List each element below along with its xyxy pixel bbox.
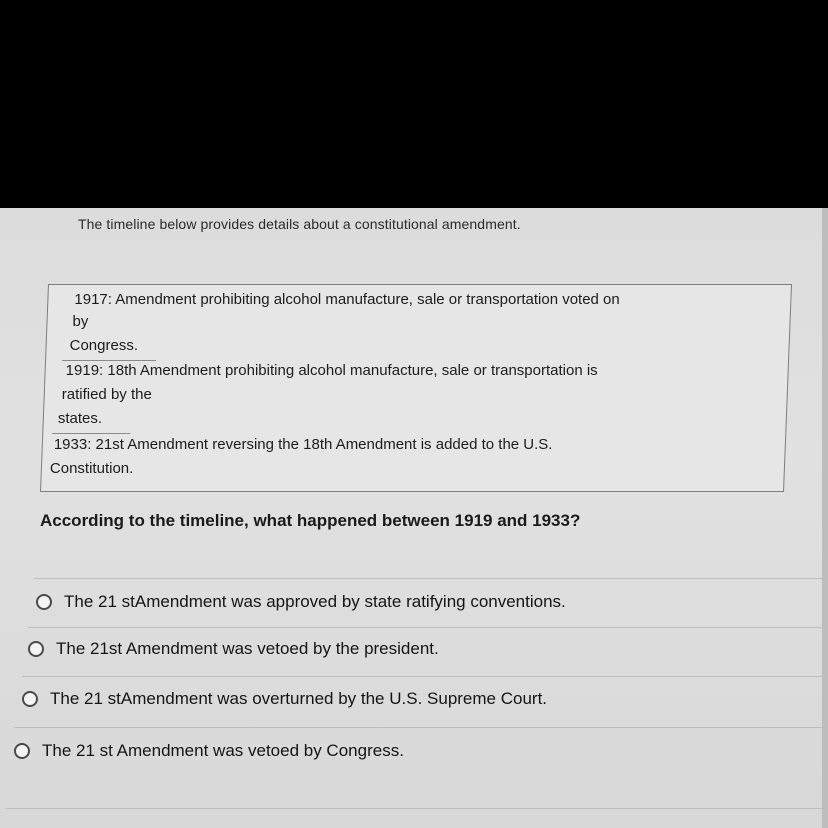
- timeline-separator: [62, 360, 156, 361]
- radio-button-icon[interactable]: [28, 641, 44, 657]
- question-text: According to the timeline, what happened between 1919 and 1933?: [40, 511, 581, 530]
- divider: [14, 727, 828, 728]
- quiz-screen: [0, 208, 828, 828]
- answer-choice-c[interactable]: [22, 689, 547, 709]
- radio-button-icon[interactable]: [14, 743, 30, 759]
- answer-choice-a[interactable]: [36, 592, 566, 612]
- choice-label: The 21 stAmendment was overturned by the U.S. Supreme Court.: [50, 689, 548, 708]
- choice-label: The 21st Amendment was vetoed by the president.: [56, 639, 439, 658]
- radio-button-icon[interactable]: [22, 691, 38, 707]
- timeline-separator: [52, 433, 130, 434]
- divider: [34, 578, 828, 579]
- timeline-line: ratified by the: [61, 386, 152, 403]
- timeline-line: Constitution.: [49, 460, 134, 477]
- answer-choice-b[interactable]: [28, 639, 439, 659]
- choice-label: The 21 st Amendment was vetoed by Congress.: [42, 741, 404, 760]
- timeline-line: 1917: Amendment prohibiting alcohol manufacture, sale or transportation voted on: [74, 291, 620, 308]
- radio-button-icon[interactable]: [36, 594, 52, 610]
- timeline-box: [40, 284, 792, 492]
- timeline-line: 1919: 18th Amendment prohibiting alcohol manufacture, sale or transportation is: [65, 362, 598, 379]
- divider: [6, 808, 828, 809]
- choice-label: The 21 stAmendment was approved by state ratifying conventions.: [64, 592, 566, 611]
- intro-text: The timeline below provides details about a constitutional amendment.: [78, 216, 521, 232]
- timeline-line: Congress.: [69, 337, 139, 354]
- answer-choice-d[interactable]: [14, 741, 404, 761]
- divider: [28, 627, 828, 628]
- timeline-line: by: [72, 313, 89, 330]
- timeline-line: states.: [57, 410, 103, 427]
- divider: [22, 676, 828, 677]
- screen-edge: [822, 208, 828, 828]
- timeline-line: 1933: 21st Amendment reversing the 18th Amendment is added to the U.S.: [53, 436, 553, 453]
